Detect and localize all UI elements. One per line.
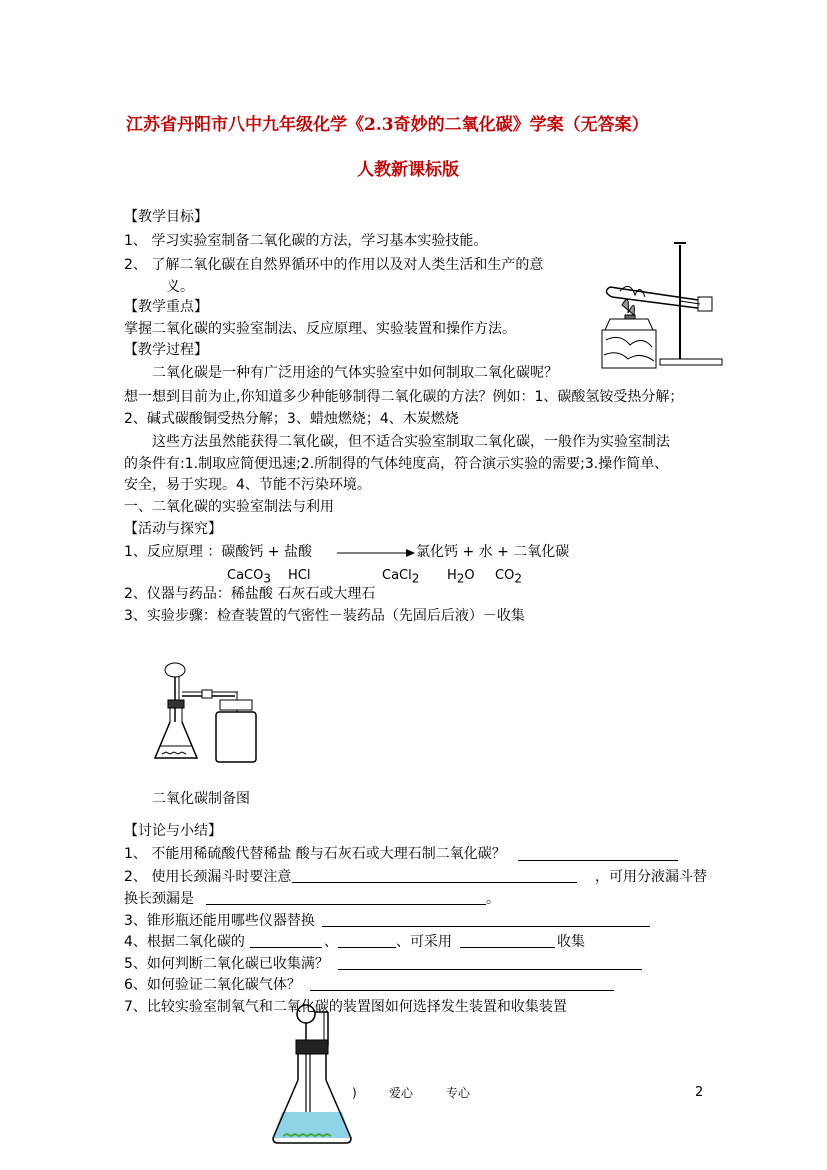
reaction-reactants: 1、反应原理 ：碳酸钙 + 盐酸 — [124, 544, 312, 560]
footer-mark: ) — [352, 1086, 357, 1100]
para2-line3: 安全，易于实现。4、节能不污染环境。 — [124, 477, 371, 493]
question-2b: ，可用分液漏斗替 — [595, 869, 707, 885]
answer-blank-5[interactable] — [338, 969, 642, 970]
para2-line1: 这些方法虽然能获得二氧化碳，但不适合实验室制取二氧化碳，一般作为实验室制法 — [152, 434, 670, 450]
section-focus: 【教学重点】 — [124, 299, 208, 315]
reaction-products: 氯化钙 + 水 + 二氧化碳 — [416, 544, 570, 560]
erlenmeyer-flask-figure — [268, 1000, 368, 1150]
formula-h2o: $H_2O$ — [447, 568, 475, 586]
section-activity: 【活动与探究】 — [124, 521, 222, 537]
section-goals: 【教学目标】 — [124, 209, 208, 225]
para1-line1: 二氧化碳是一种有广泛用途的气体实验室中如何制取二氧化碳呢？ — [152, 365, 558, 381]
heating-apparatus-figure — [590, 235, 730, 380]
question-2c: 换长颈漏是 — [124, 891, 194, 907]
question-2d: 。 — [486, 891, 500, 907]
goal-2a: 2、 了解二氧化碳在自然界循环中的作用以及对人类生活和生产的意 — [124, 257, 544, 273]
question-4a: 4、根据二氧化碳的 — [124, 934, 245, 950]
page-number: 2 — [695, 1085, 704, 1100]
answer-blank-4c[interactable] — [460, 947, 555, 948]
question-2a: 2、 使用长颈漏斗时要注意 — [124, 869, 292, 885]
goal-2b: 义。 — [166, 279, 194, 295]
question-4c: 、可采用 — [396, 934, 452, 950]
answer-blank-6[interactable] — [310, 990, 614, 991]
goal-1: 1、 学习实验室制备二氧化碳的方法，学习基本实验技能。 — [124, 233, 488, 249]
answer-blank-2b[interactable] — [206, 904, 486, 905]
para1-line3: 2、碱式碳酸铜受热分解；3、蜡烛燃烧；4、木炭燃烧 — [124, 411, 459, 427]
formula-hcl: HCl — [288, 568, 311, 583]
section-discussion: 【讨论与小结】 — [124, 823, 222, 839]
question-6: 6、如何验证二氧化碳气体？ — [124, 977, 301, 993]
focus-text: 掌握二氧化碳的实验室制法、反应原理、实验装置和操作方法。 — [124, 321, 516, 337]
answer-blank-4b[interactable] — [338, 947, 396, 948]
question-4d: 收集 — [557, 934, 585, 950]
answer-blank-2a[interactable] — [292, 882, 577, 883]
item-steps: 3、实验步骤：检查装置的气密性－装药品（先固后后液）－收集 — [124, 608, 525, 624]
item-instruments: 2、仪器与药品：稀盐酸 石灰石或大理石 — [124, 586, 376, 602]
formula-caco3: CaCO$_3$ — [227, 568, 271, 586]
figure-caption: 二氧化碳制备图 — [152, 791, 250, 807]
footer-aixin: 爱心 — [389, 1086, 414, 1100]
question-4b: 、 — [324, 934, 338, 950]
para2-line2: 的条件有:1.制取应简便迅速;2.所制得的气体纯度高，符合演示实验的需要;3.操作简单、 — [124, 456, 669, 472]
doc-title: 江苏省丹阳市八中九年级化学《2.3奇妙的二氧化碳》学案（无答案） — [126, 115, 649, 135]
footer-zhuanxin: 专心 — [446, 1086, 471, 1100]
formula-cacl2: CaCl$_2$ — [382, 568, 420, 586]
answer-blank-1[interactable] — [518, 860, 678, 861]
heading-lab-method: 一、二氧化碳的实验室制法与利用 — [124, 499, 334, 515]
section-process: 【教学过程】 — [124, 342, 208, 358]
question-7: 7、比较实验室制氧气和二氧化碳的装置图如何选择发生装置和收集装置 — [124, 999, 567, 1015]
co2-preparation-figure — [150, 660, 265, 770]
formula-co2: $CO_2$ — [495, 568, 522, 586]
para1-line2: 想一想到目前为止,你知道多少种能够制得二氧化碳的方法？例如：1、碳酸氢铵受热分解； — [124, 389, 684, 405]
question-5: 5、如何判断二氧化碳已收集满？ — [124, 956, 329, 972]
answer-blank-4a[interactable] — [250, 947, 322, 948]
question-1: 1、 不能用稀硫酸代替稀盐 酸与石灰石或大理石制二氧化碳？ — [124, 846, 506, 862]
reaction-arrow-icon — [335, 547, 417, 559]
doc-subtitle: 人教新课标版 — [357, 160, 459, 180]
answer-blank-3[interactable] — [322, 926, 650, 927]
question-3: 3、锥形瓶还能用哪些仪器替换 — [124, 913, 315, 929]
